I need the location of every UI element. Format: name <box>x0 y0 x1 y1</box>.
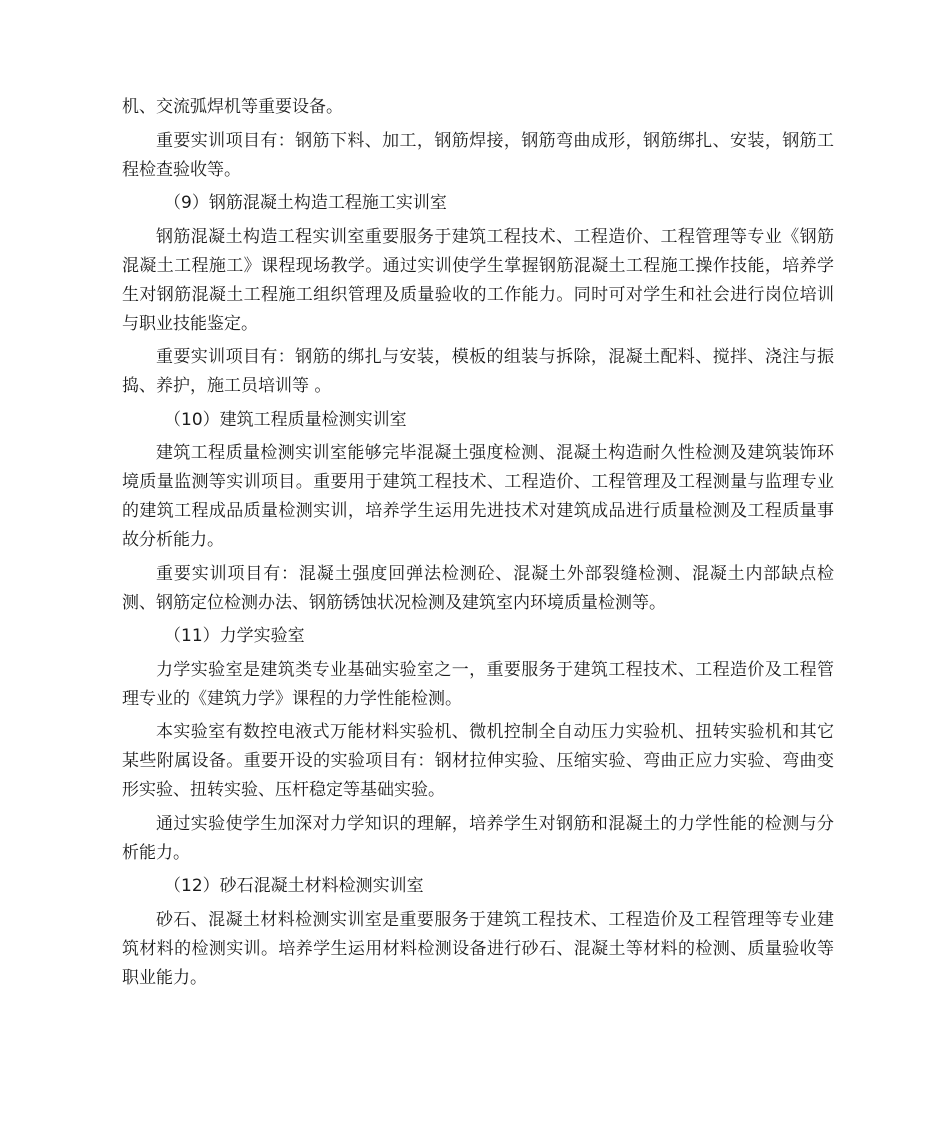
document-body <box>122 93 834 997</box>
paragraph-mechanics-equipment: 本实验室有数控电液式万能材料实验机、微机控制全自动压力实验机、扭转实验机和其它某些附属设备。重要开设的实验项目有：钢材拉伸实验、压缩实验、弯曲正应力实验、弯曲变形实验、扭转实验、压杆稳定等基础实验。 <box>122 722 834 800</box>
section-heading-12: （12）砂石混凝土材料检测实训室 <box>164 876 424 896</box>
paragraph-continuation: 机、交流弧焊机等重要设备。 <box>122 97 343 117</box>
paragraph-mechanics-lab-intro: 力学实验室是建筑类专业基础实验室之一，重要服务于建筑工程技术、工程造价及工程管理专业的《建筑力学》课程的力学性能检测。 <box>122 659 834 709</box>
paragraph-quality-training-items: 重要实训项目有：混凝土强度回弹法检测砼、混凝土外部裂缝检测、混凝土内部缺点检测、钢筋定位检测办法、钢筋锈蚀状况检测及建筑室内环境质量检测等。 <box>122 563 834 613</box>
section-heading-10: （10）建筑工程质量检测实训室 <box>164 409 407 430</box>
paragraph-quality-lab-intro: 建筑工程质量检测实训室能够完毕混凝土强度检测、混凝土构造耐久性检测及建筑装饰环境质量监测等实训项目。重要用于建筑工程技术、工程造价、工程管理及工程测量与监理专业的建筑工程成品质量检测实训，培养学生运用先进技术对建筑成品进行质量检测及工程质量事故分析能力。 <box>122 443 834 550</box>
paragraph-rc-training-items: 重要实训项目有：钢筋的绑扎与安装，模板的组装与拆除，混凝土配料、搅拌、浇注与振捣、养护，施工员培训等 。 <box>122 347 834 396</box>
section-heading-11: （11）力学实验室 <box>164 626 305 646</box>
paragraph-mechanics-goal: 通过实验使学生加深对力学知识的理解，培养学生对钢筋和混凝土的力学性能的检测与分析能力。 <box>122 813 834 863</box>
section-heading-9: （9）钢筋混凝土构造工程施工实训室 <box>164 193 447 213</box>
paragraph-rebar-training-items: 重要实训项目有：钢筋下料、加工，钢筋焊接，钢筋弯曲成形，钢筋绑扎、安装，钢筋工程检查验收等。 <box>122 130 834 180</box>
paragraph-rc-lab-intro: 钢筋混凝土构造工程实训室重要服务于建筑工程技术、工程造价、工程管理等专业《钢筋混凝土工程施工》课程现场教学。通过实训使学生掌握钢筋混凝土工程施工操作技能，培养学生对钢筋混凝土工程施工组织管理及质量验收的工作能力。同时可对学生和社会进行岗位培训与职业技能鉴定。 <box>122 226 834 334</box>
paragraph-materials-lab-intro: 砂石、混凝土材料检测实训室是重要服务于建筑工程技术、工程造价及工程管理等专业建筑材料的检测实训。培养学生运用材料检测设备进行砂石、混凝土等材料的检测、质量验收等职业能力。 <box>122 909 834 988</box>
